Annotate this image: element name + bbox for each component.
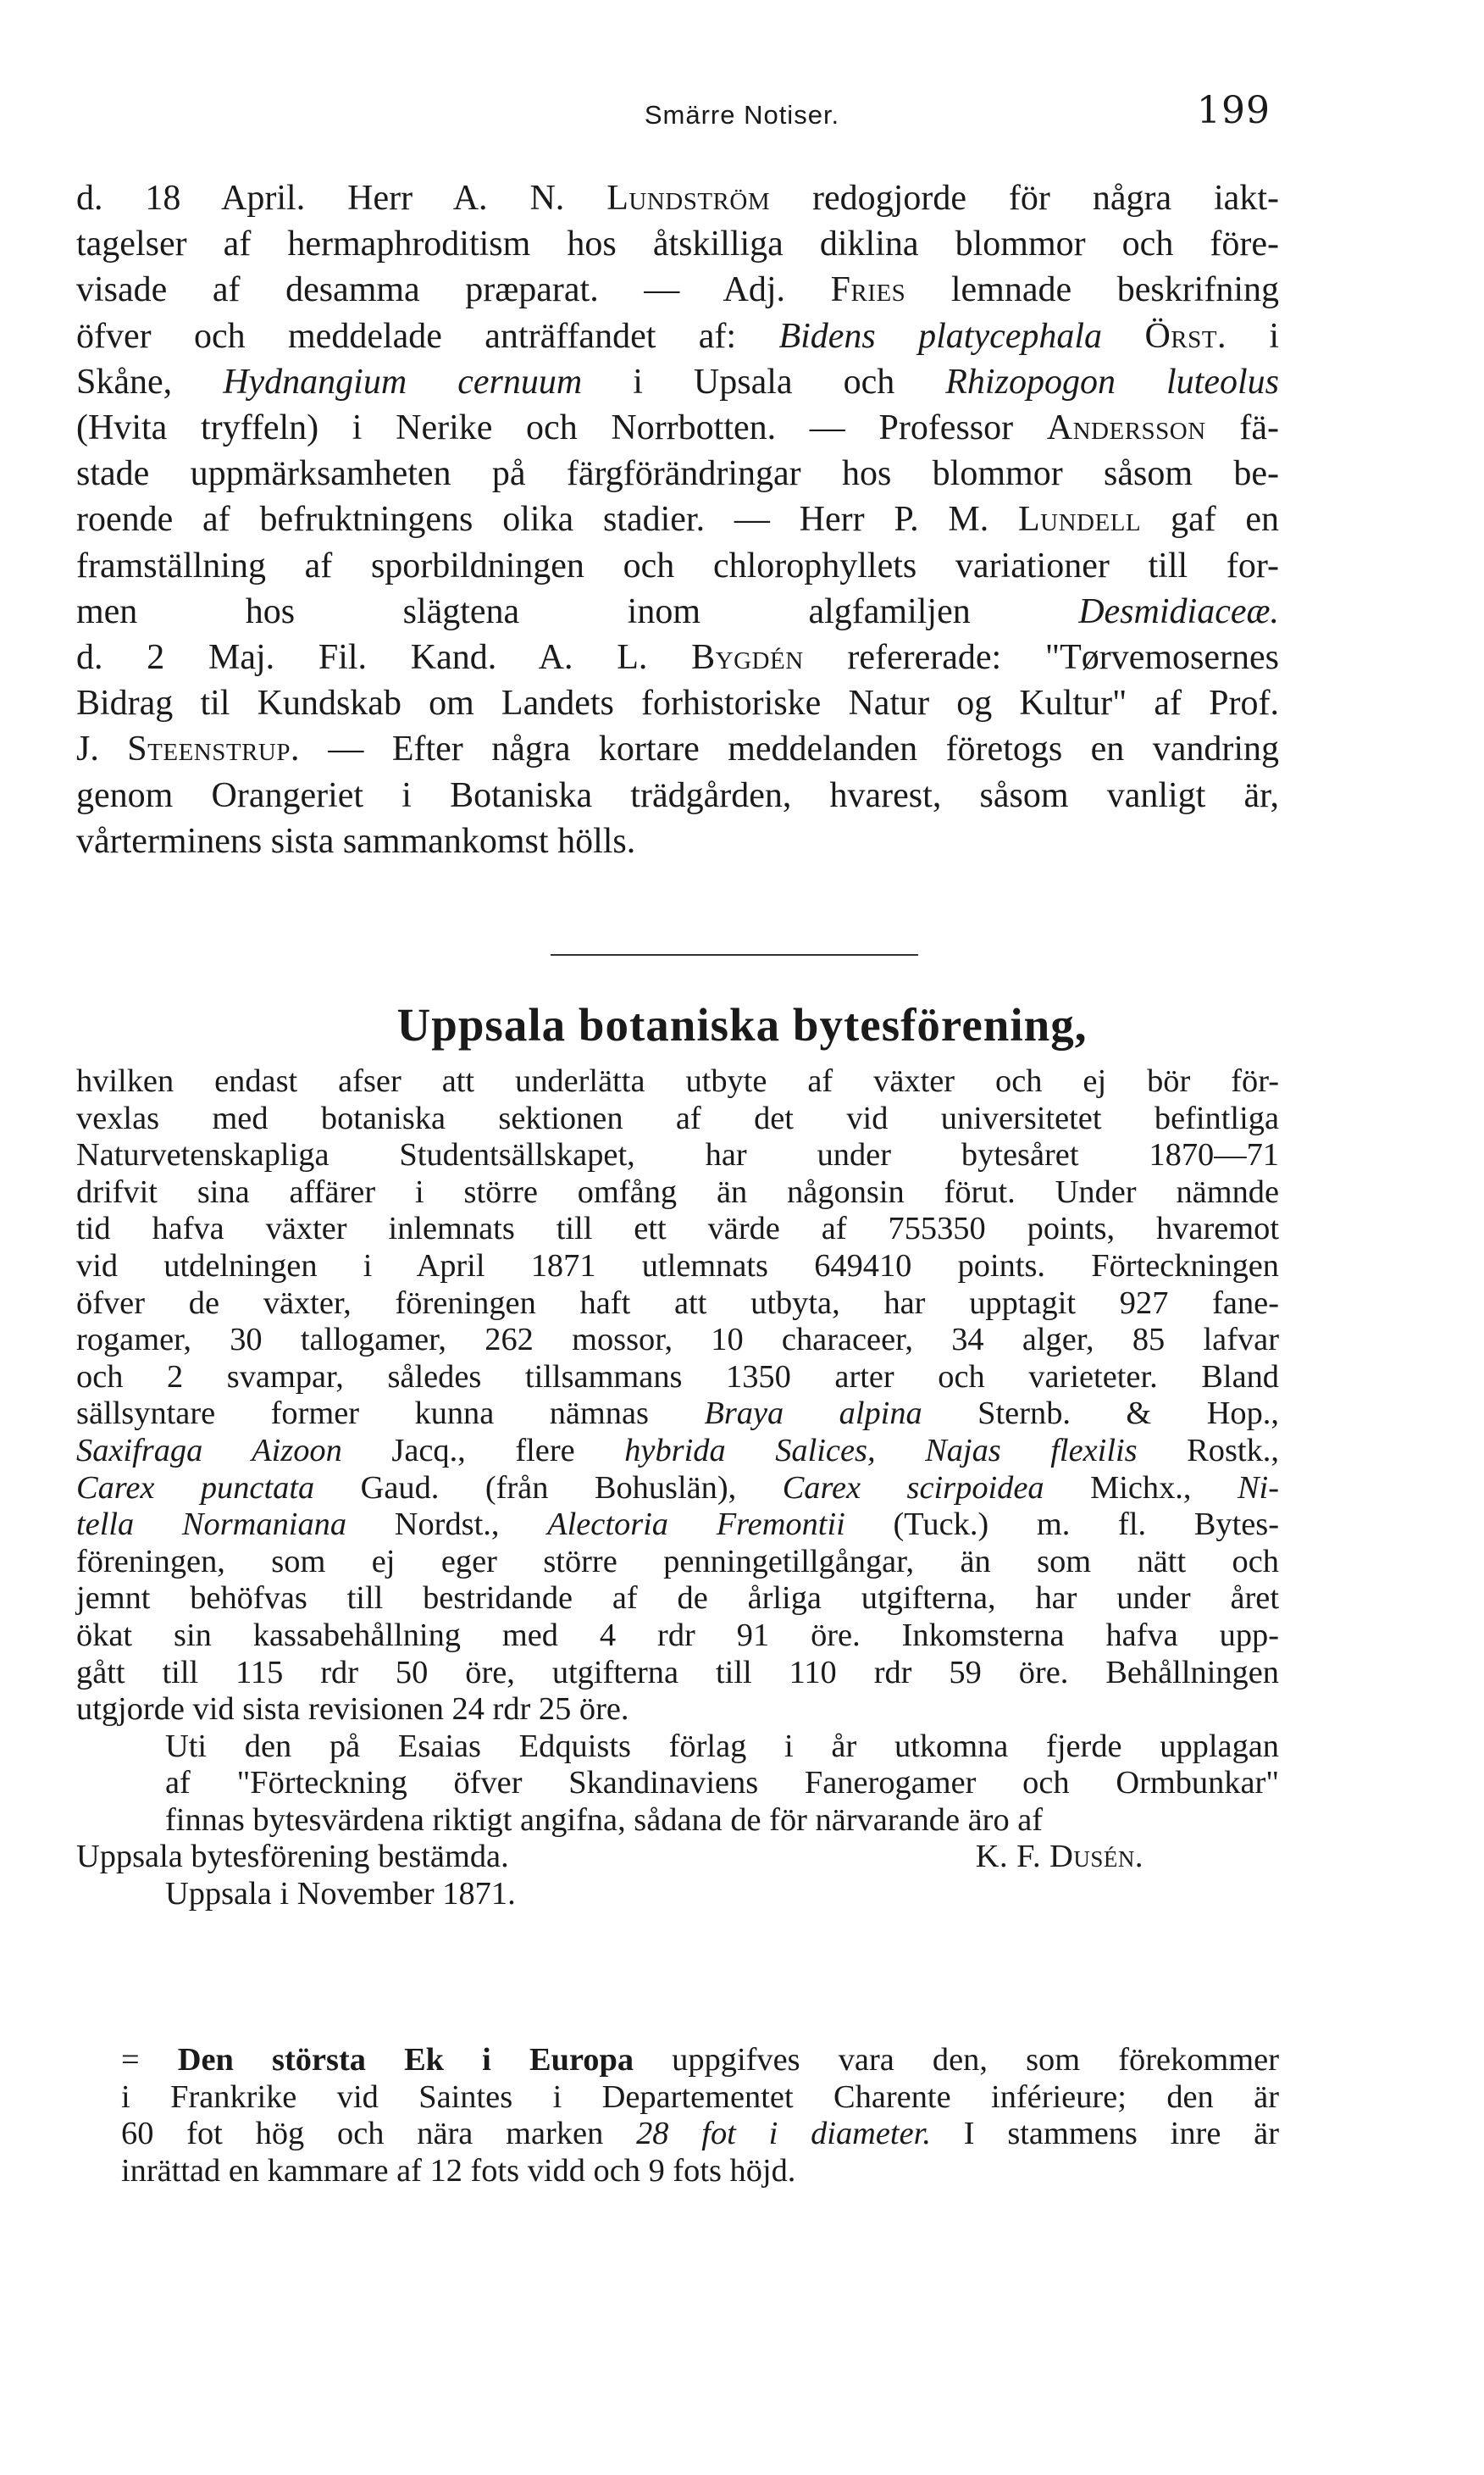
running-header: Smärre Notiser. bbox=[644, 100, 840, 130]
text-line: Carex punctata Gaud. (från Bohuslän), Carex scirpoidea Michx., Ni- bbox=[76, 1469, 1279, 1506]
text-line: visade af desamma præparat. — Adj. Fries lemnade beskrifning bbox=[76, 270, 1280, 310]
bytesforening-article bbox=[76, 1063, 1279, 1913]
text-line: (Hvita tryffeln) i Nerike och Norrbotten. — Professor Andersson fä- bbox=[76, 408, 1279, 448]
ek-notice-lines bbox=[121, 2042, 1279, 2189]
text-line: genom Orangeriet i Botaniska trädgården, hvarest, såsom vanligt är, bbox=[76, 775, 1279, 815]
person-name: Lundell bbox=[1018, 500, 1142, 540]
article-paragraph-1 bbox=[76, 1063, 1279, 1729]
italic-term: Carex scirpoidea bbox=[782, 1469, 1044, 1506]
text-line: stade uppmärksamheten på färgförändringar hos blommor såsom be- bbox=[76, 454, 1279, 494]
text-line: d. 18 April. Herr A. N. Lundström redogjorde för några iakt- bbox=[76, 179, 1279, 218]
closing-line: Uppsala bytesförening bestämda. bbox=[76, 1839, 509, 1875]
text-line: 60 fot hög och nära marken 28 fot i diameter. I stammens inre är bbox=[121, 2116, 1279, 2152]
text-line: vexlas med botaniska sektionen af det vid universitetet befintliga bbox=[76, 1100, 1279, 1136]
text-line: rogamer, 30 tallogamer, 262 mossor, 10 characeer, 34 alger, 85 lafvar bbox=[76, 1322, 1279, 1358]
text-line: tid hafva växter inlemnats till ett värde af 755350 points, hvaremot bbox=[76, 1211, 1279, 1247]
meeting-notes-lines bbox=[76, 175, 1279, 864]
italic-term: Desmidiaceæ. bbox=[1078, 591, 1279, 631]
person-name: Örst. bbox=[1144, 316, 1227, 356]
text-line: men hos slägtena inom algfamiljen Desmidiaceæ. bbox=[76, 591, 1279, 631]
text-line: Naturvetenskapliga Studentsällskapet, har under bytesåret 1870—71 bbox=[76, 1137, 1279, 1174]
text-line: sällsyntare former kunna nämnas Braya alpina Sternb. & Hop., bbox=[76, 1396, 1279, 1432]
meeting-notes bbox=[76, 175, 1279, 864]
text-line: framställning af sporbildningen och chlorophyllets variationer till for- bbox=[76, 546, 1279, 585]
section-heading: Uppsala botaniska bytesförening, bbox=[396, 999, 1088, 1051]
text-line: och 2 svampar, således tillsammans 1350 arter och varieteter. Bland bbox=[76, 1358, 1279, 1395]
text-line: roende af befruktningens olika stadier. — Herr P. M. Lundell gaf en bbox=[76, 500, 1279, 540]
italic-term: Carex punctata bbox=[76, 1469, 315, 1506]
text-line: gått till 115 rdr 50 öre, utgifterna till 110 rdr 59 öre. Behållningen bbox=[76, 1654, 1279, 1690]
section-divider bbox=[551, 954, 918, 956]
text-line: d. 2 Maj. Fil. Kand. A. L. Bygdén refererade: "Tørvemosernes bbox=[76, 638, 1279, 678]
text-line: utgjorde vid sista revisionen 24 rdr 25 öre. bbox=[76, 1691, 629, 1728]
italic-term: Alectoria Fremontii bbox=[547, 1507, 845, 1543]
person-name: Lundström bbox=[606, 179, 771, 218]
person-name: Fries bbox=[830, 270, 906, 310]
italic-term: Ni- bbox=[1237, 1469, 1279, 1506]
author-signature: K. F. Dusén. bbox=[975, 1839, 1143, 1875]
text-line: J. Steenstrup. — Efter några kortare meddelanden företogs en vandring bbox=[76, 730, 1279, 769]
text-line: = Den största Ek i Europa uppgifves vara den, som förekommer bbox=[121, 2042, 1279, 2078]
text-line: vårterminens sista sammankomst hölls. bbox=[76, 821, 636, 861]
italic-term: Braya alpina bbox=[704, 1396, 922, 1432]
text-line: finnas bytesvärdena riktigt angifna, sådana de för närvarande äro af bbox=[165, 1801, 1044, 1838]
italic-term: 28 fot i diameter. bbox=[636, 2116, 931, 2152]
ek-notice bbox=[76, 2042, 1279, 2189]
page-number: 199 bbox=[1197, 89, 1271, 132]
article-paragraph-2 bbox=[76, 1729, 1279, 1840]
text-line: Uti den på Esaias Edquists förlag i år utkomna fjerde upplagan bbox=[165, 1728, 1279, 1764]
italic-term: Saxifraga Aizoon bbox=[76, 1432, 342, 1468]
text-line: öfver och meddelade anträffandet af: Bidens platycephala Örst. i bbox=[76, 316, 1280, 356]
text-line: vid utdelningen i April 1871 utlemnats 649410 points. Förteckningen bbox=[76, 1247, 1279, 1284]
text-line: tagelser af hermaphroditism hos åtskilliga diklina blommor och före- bbox=[76, 225, 1279, 264]
text-line: öfver de växter, föreningen haft att utbyta, har upptagit 927 fane- bbox=[76, 1285, 1279, 1321]
italic-term: Rhizopogon luteolus bbox=[945, 362, 1279, 402]
bold-heading: Den största Ek i Europa bbox=[177, 2042, 634, 2078]
person-name: Andersson bbox=[1046, 408, 1206, 448]
signature-row bbox=[76, 1839, 1279, 1876]
text-line: Bidrag til Kundskab om Landets forhistoriske Natur og Kultur" af Prof. bbox=[76, 684, 1279, 724]
text-line: i Frankrike vid Saintes i Departementet Charente inférieure; den är bbox=[121, 2078, 1279, 2115]
text-line: drifvit sina affärer i större omfång än någonsin förut. Under nämnde bbox=[76, 1174, 1279, 1210]
italic-term: Hydnangium cernuum bbox=[223, 362, 583, 402]
text-line: Saxifraga Aizoon Jacq., flere hybrida Salices, Najas flexilis Rostk., bbox=[76, 1432, 1279, 1468]
text-line: Skåne, Hydnangium cernuum i Upsala och Rhizopogon luteolus bbox=[76, 362, 1279, 402]
date-line: Uppsala i November 1871. bbox=[165, 1876, 516, 1912]
text-line: tella Normaniana Nordst., Alectoria Fremontii (Tuck.) m. fl. Bytes- bbox=[76, 1507, 1280, 1543]
italic-term: hybrida Salices, Najas flexilis bbox=[624, 1432, 1138, 1468]
person-name: Steenstrup. bbox=[127, 730, 300, 769]
text-line: af "Förteckning öfver Skandinaviens Fanerogamer och Ormbunkar" bbox=[165, 1765, 1279, 1801]
text-line: ökat sin kassabehållning med 4 rdr 91 öre. Inkomsterna hafva upp- bbox=[76, 1617, 1279, 1653]
italic-term: tella Normaniana bbox=[76, 1507, 347, 1543]
text-line: jemnt behöfvas till bestridande af de årliga utgifterna, har under året bbox=[76, 1580, 1279, 1617]
italic-term: Bidens platycephala bbox=[778, 316, 1103, 356]
person-name: Bygdén bbox=[691, 638, 804, 678]
text-line: hvilken endast afser att underlätta utbyte af växter och ej bör för- bbox=[76, 1063, 1279, 1099]
text-line: inrättad en kammare af 12 fots vidd och 9 fots höjd. bbox=[121, 2152, 796, 2189]
text-line: föreningen, som ej eger större penningetillgångar, än som nätt och bbox=[76, 1543, 1279, 1579]
